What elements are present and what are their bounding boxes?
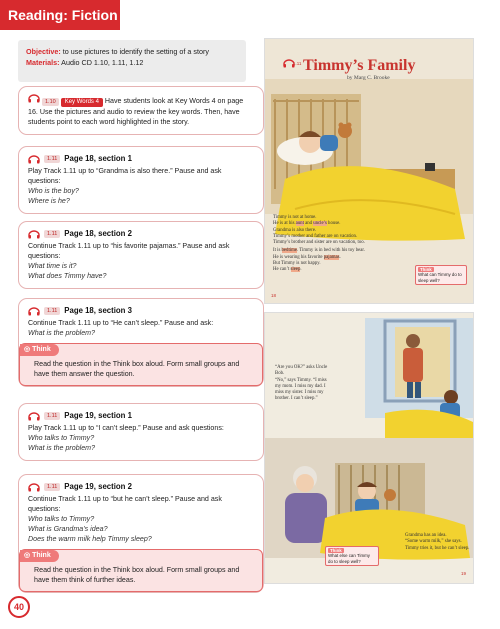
headphones-icon (28, 483, 40, 492)
think-text: Read the question in the Think box aloud. Form small groups and have them answer the question. (34, 360, 240, 378)
objective-label: Objective: (26, 47, 61, 56)
objectives-box (18, 40, 246, 82)
page18-section2-card (18, 221, 264, 289)
section-title: Reading: Fiction (8, 7, 118, 23)
think-tag: ◎ Think (20, 344, 59, 356)
page18-section1-card (18, 146, 264, 214)
headphones-icon (28, 155, 40, 164)
think-text: Read the question in the Think box aloud. Form small groups and have them think of further ideas. (34, 566, 240, 584)
story-byline: by Marg C. Brooke (347, 75, 390, 81)
keywords-card (18, 86, 264, 135)
question: What is Grandma’s idea? (28, 525, 108, 533)
story-title: Timmy’s Family (303, 57, 416, 74)
lightbulb-icon: ◎ (24, 346, 33, 353)
question: Where is he? (28, 197, 70, 205)
headphones-icon (28, 412, 40, 421)
story-text-block: “Are you OK?” asks Uncle Bob. “No,” says Timmy. “I miss my mom. I miss my dad. I miss my sister. I miss my brother. I can’t sleep.” (275, 365, 328, 402)
track-badge: 1.10 (42, 98, 59, 106)
objective-line (26, 46, 238, 57)
lightbulb-icon: ◎ (24, 552, 33, 559)
think-tag: ◎ Think (20, 550, 59, 562)
headphones-icon (28, 94, 40, 103)
question: Who is the boy? (28, 187, 79, 195)
page-number: 40 (8, 596, 30, 618)
page19-section1-card (18, 403, 264, 461)
story-text-block: Timmy is not at home. He is at his aunt and uncle’s house. Grandma is also there. Timmy’s mother and father are on vacation. Timmy’s brother and sister are on vacation, too. It is bedtime. Timmy is in bed with his toy bear. He is wearing his favorite pajamas. But Timmy is not happy. He can’t sleep. (273, 215, 365, 273)
track-badge: 1.11 (44, 307, 60, 315)
materials-line (26, 57, 238, 68)
card-title: Page 18, section 1 (64, 154, 132, 163)
card-title: Page 19, section 1 (64, 411, 132, 420)
question: What is the problem? (28, 329, 96, 337)
headphones-icon (28, 230, 40, 239)
story-think-box: Think What can Timmy do to sleep well? (415, 265, 467, 285)
track-badge: 1.11 (44, 483, 60, 491)
question: Does the warm milk help Timmy sleep? (28, 535, 152, 543)
track-badge: 1.11 (44, 230, 60, 238)
page18-section3-card (18, 298, 264, 387)
question: Who talks to Timmy? (28, 515, 95, 523)
story-think-box: Think What else can Timmy do to sleep well? (325, 546, 379, 566)
story-track: 1.11 (293, 61, 302, 66)
card-instruction: Have students look at Key Words 4 on page 16. Use the pictures and audio to review the key words. Then, have students point to each word highlighted in the story. (28, 97, 244, 126)
page19-section2-card (18, 474, 264, 593)
key-words-badge: Key Words 4 (61, 98, 103, 107)
think-box (19, 343, 263, 386)
materials-text: Audio CD 1.10, 1.11, 1.12 (59, 58, 144, 67)
think-box (19, 549, 263, 592)
card-instruction: Play Track 1.11 up to “Grandma is also there.” Pause and ask questions: (28, 167, 222, 185)
card-instruction: Continue Track 1.11 up to “his favorite pajamas.” Pause and ask questions: (28, 242, 230, 260)
section-header (0, 0, 120, 30)
question: What time is it? (28, 262, 77, 270)
question: What is the problem? (28, 444, 96, 452)
card-instruction: Continue Track 1.11 up to “He can’t sleep.” Pause and ask: (28, 319, 214, 327)
book-page-number: 19 (461, 571, 467, 576)
storybook-page-18 (264, 38, 474, 304)
storybook-page-19 (264, 312, 474, 584)
card-title: Page 19, section 2 (64, 482, 132, 491)
card-title: Page 18, section 3 (64, 306, 132, 315)
materials-label: Materials: (26, 58, 60, 67)
question: What does Timmy have? (28, 272, 107, 280)
card-instruction: Play Track 1.11 up to “I can’t sleep.” Pause and ask questions: (28, 424, 224, 432)
track-badge: 1.11 (44, 412, 60, 420)
story-text-block: Grandma has an idea. “Some warm milk,” she says. Timmy tries it, but he can’t sleep. (405, 533, 470, 551)
question: Who talks to Timmy? (28, 434, 95, 442)
objective-text: to use pictures to identify the setting of a story (60, 47, 209, 56)
headphones-icon (28, 307, 40, 316)
card-instruction: Continue Track 1.11 up to “but he can’t sleep.” Pause and ask questions: (28, 495, 222, 513)
track-badge: 1.11 (44, 155, 60, 163)
card-title: Page 18, section 2 (64, 229, 132, 238)
book-page-number: 18 (271, 293, 277, 298)
